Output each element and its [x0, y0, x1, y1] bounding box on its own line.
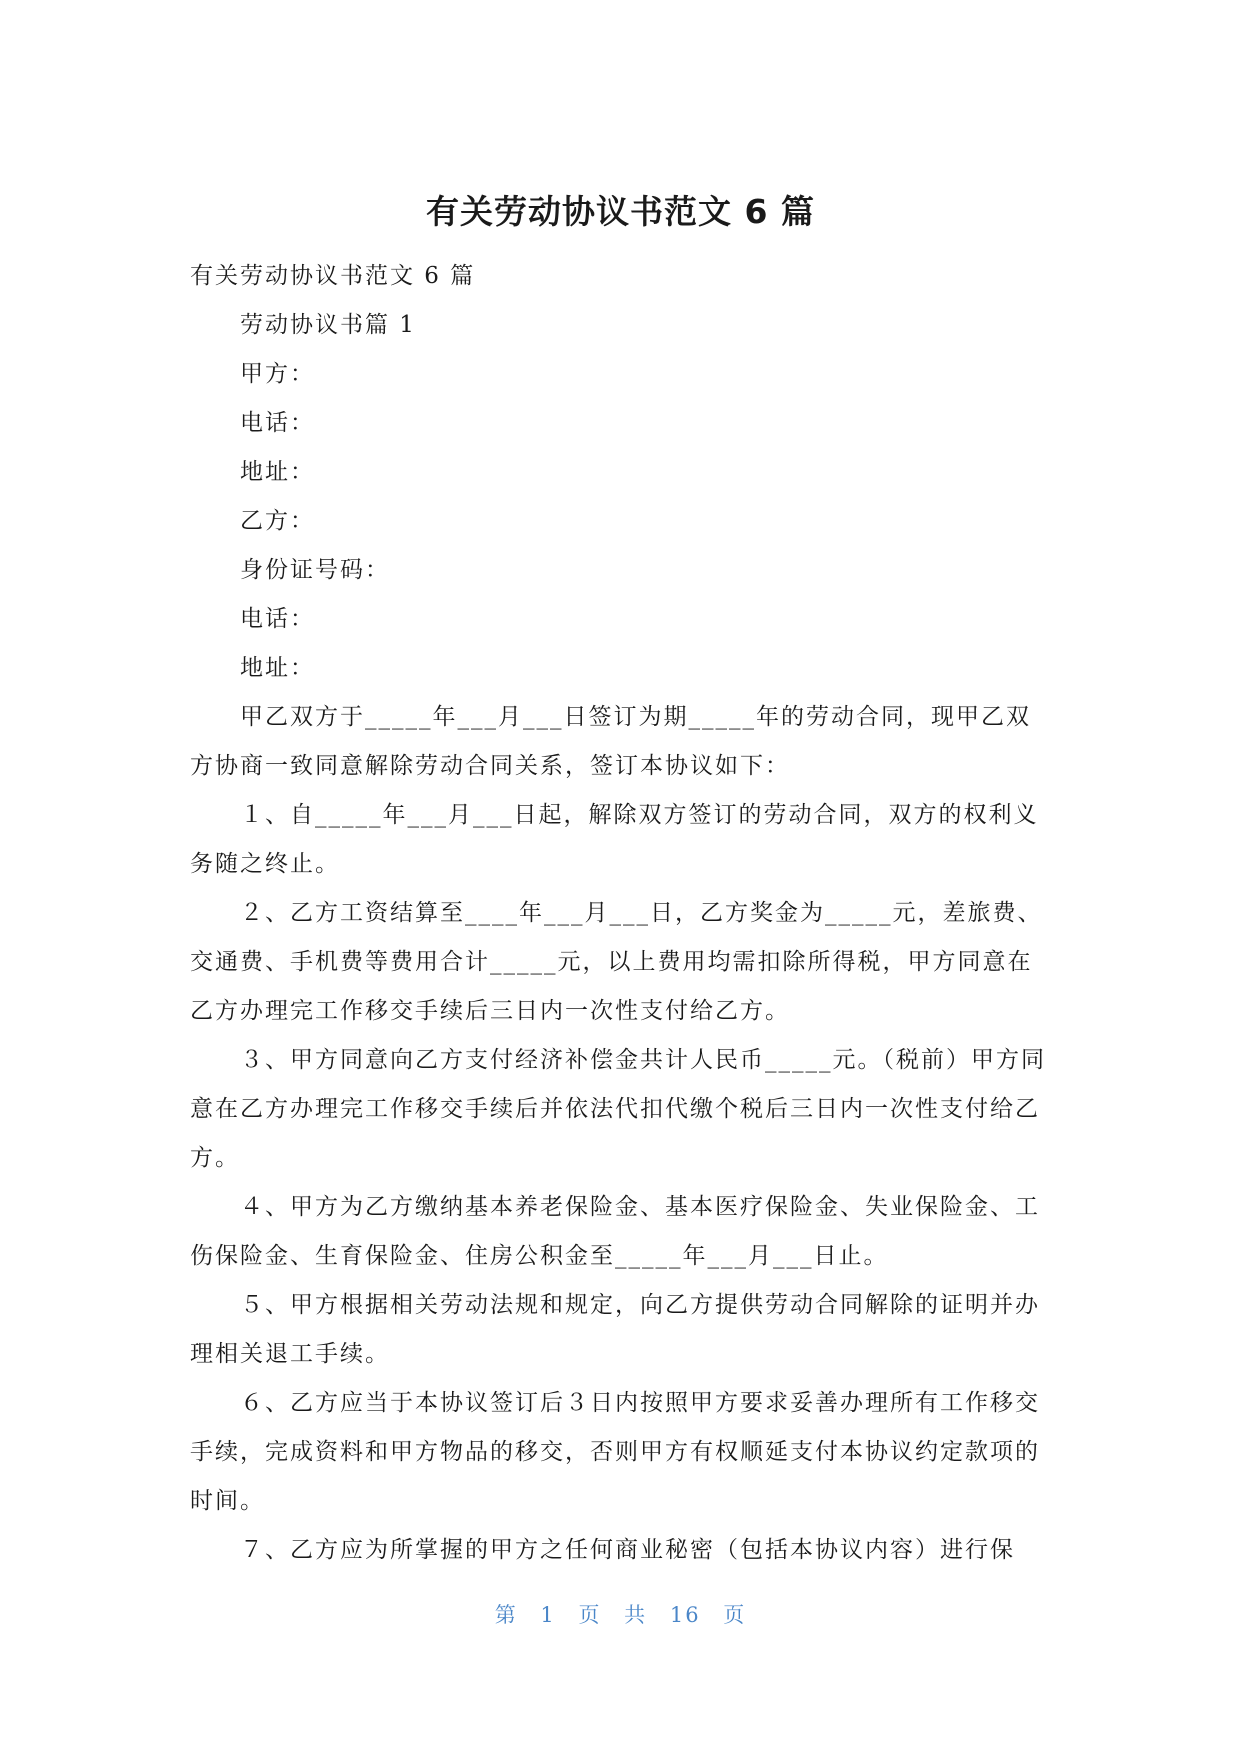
- clause-2: ２、乙方工资结算至____年___月___日，乙方奖金为_____元，差旅费、交通费、手机费等费用合计_____元，以上费用均需扣除所得税，甲方同意在乙方办理完工作移交手续后三日内一次性支付给乙方。: [190, 900, 1043, 1024]
- clause-4: ４、甲方为乙方缴纳基本养老保险金、基本医疗保险金、失业保险金、工伤保险金、生育保险金、住房公积金至_____年___月___日止。: [190, 1194, 1040, 1269]
- field-party-a: 甲方：: [240, 361, 315, 387]
- intro-paragraph: 甲乙双方于_____年___月___日签订为期_____年的劳动合同，现甲乙双方协商一致同意解除劳动合同关系，签订本协议如下：: [190, 704, 1031, 779]
- field-address-a: 地址：: [240, 459, 315, 485]
- page-footer: [0, 1600, 1241, 1630]
- footer-current-page: 1: [540, 1603, 556, 1627]
- clause-3: ３、甲方同意向乙方支付经济补偿金共计人民币_____元。（税前）甲方同意在乙方办理完工作移交手续后并依法代扣代缴个税后三日内一次性支付给乙方。: [190, 1047, 1046, 1171]
- field-id-number: 身份证号码：: [240, 557, 390, 583]
- footer-middle: 页 共: [578, 1603, 648, 1627]
- clause-7: ７、乙方应为所掌握的甲方之任何商业秘密（包括本协议内容）进行保: [240, 1537, 1015, 1563]
- footer-total-pages: 16: [669, 1603, 701, 1627]
- clause-1: １、自_____年___月___日起，解除双方签订的劳动合同，双方的权利义务随之终止。: [190, 802, 1039, 877]
- field-address-b: 地址：: [240, 655, 315, 681]
- footer-prefix: 第: [494, 1603, 518, 1627]
- field-phone-b: 电话：: [240, 606, 315, 632]
- clause-6: ６、乙方应当于本协议签订后３日内按照甲方要求妥善办理所有工作移交手续，完成资料和甲方物品的移交，否则甲方有权顺延支付本协议约定款项的时间。: [190, 1390, 1040, 1514]
- document-subtitle: 有关劳动协议书范文 6 篇: [190, 263, 476, 289]
- clause-5: ５、甲方根据相关劳动法规和规定，向乙方提供劳动合同解除的证明并办理相关退工手续。: [190, 1292, 1040, 1367]
- section-heading: 劳动协议书篇 1: [240, 312, 416, 338]
- footer-suffix: 页: [723, 1603, 747, 1627]
- document-title: 有关劳动协议书范文 6 篇: [426, 192, 815, 231]
- document-body: [190, 252, 1050, 1575]
- field-phone-a: 电话：: [240, 410, 315, 436]
- field-party-b: 乙方：: [240, 508, 315, 534]
